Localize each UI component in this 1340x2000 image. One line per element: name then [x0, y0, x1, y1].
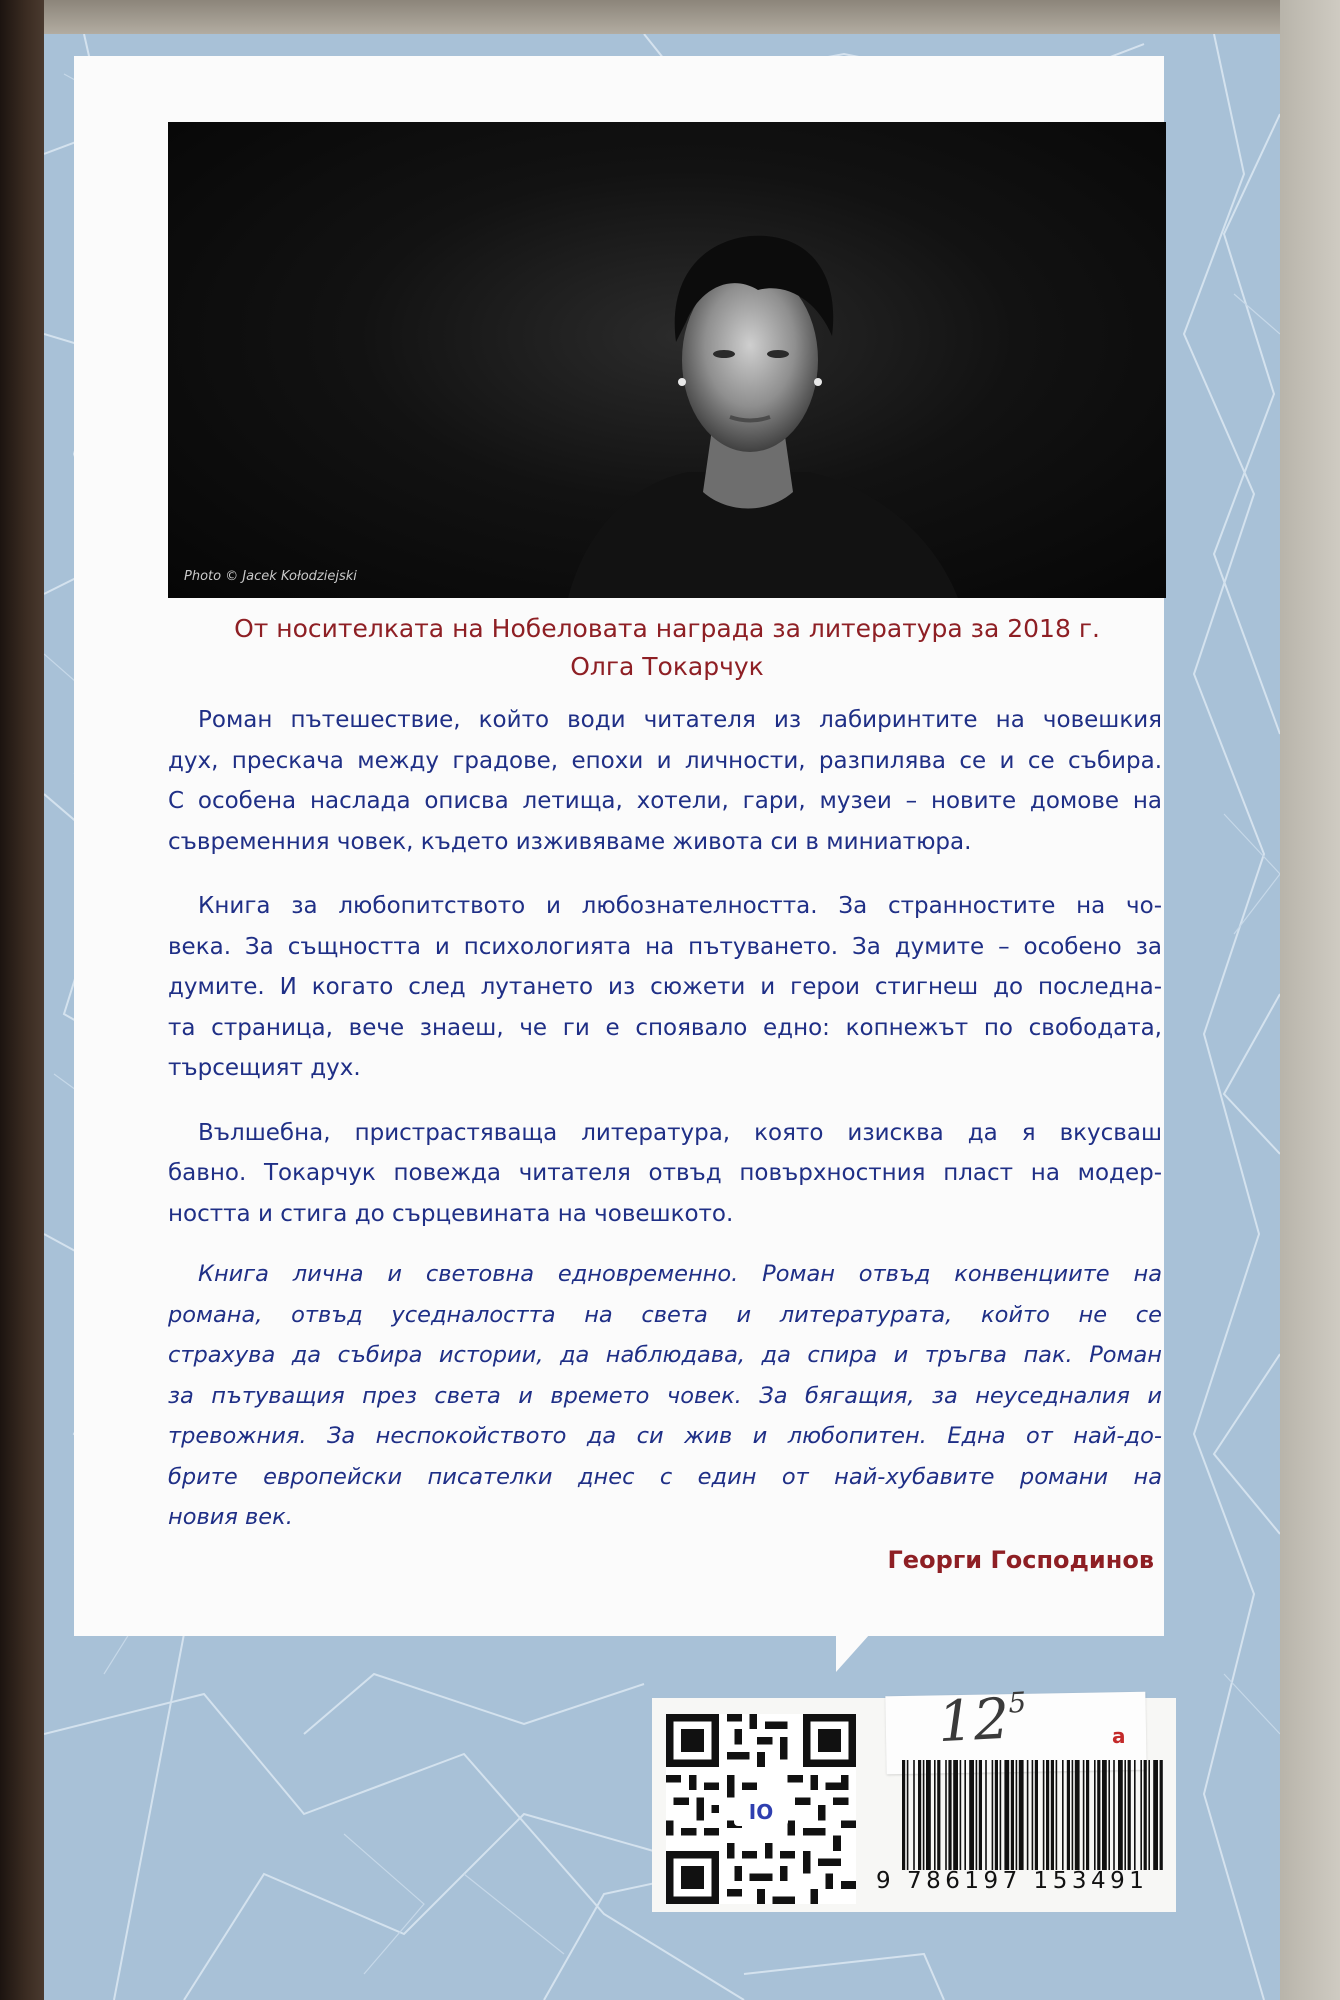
barcode-bar: [1148, 1760, 1150, 1870]
barcode-bar: [1113, 1760, 1115, 1870]
award-line: От носителката на Нобеловата награда за литература за 2018 г.: [234, 614, 1100, 643]
barcode-bar: [1102, 1760, 1107, 1870]
barcode-bar: [1108, 1760, 1110, 1870]
publisher-logo-icon: IO: [734, 1798, 788, 1826]
barcode-bar: [1086, 1760, 1089, 1870]
quote-line: тревожния. За неспокойството да си жив и любопитен. Една от най-до-: [168, 1423, 1162, 1449]
barcode-bar: [1067, 1760, 1070, 1870]
text-line: ността и стига до сърцевината на човешкото.: [168, 1200, 734, 1227]
barcode-bar: [948, 1760, 951, 1870]
quote-line: за пътуващия през света и времето човек. За бягащия, за неуседналия и: [168, 1382, 1162, 1409]
barcode-bar: [1027, 1760, 1029, 1870]
barcode-bar: [1097, 1760, 1100, 1870]
blurb: [168, 700, 1162, 1234]
barcode-bar: [1032, 1760, 1034, 1870]
paragraph: [168, 886, 1162, 1089]
text-line: думите. И когато след лутането из сюжети и герои стигнеш до последна-: [168, 974, 1162, 1000]
barcode-bar: [1075, 1760, 1080, 1870]
award-heading: [168, 610, 1166, 686]
barcode-bar: [995, 1760, 998, 1870]
text-line: та страница, вече знаеш, че ги е споявало едно: копнежът по свободата,: [168, 1014, 1162, 1041]
paragraph: [168, 700, 1162, 862]
barcode-bar: [937, 1760, 940, 1870]
barcode-bar: [923, 1760, 925, 1870]
barcode-bar: [1124, 1760, 1126, 1870]
text-line: Вълшебна, пристрастяваща литература, която изисква да я вкусваш: [198, 1119, 1162, 1146]
barcode-bar: [1062, 1760, 1064, 1870]
barcode-bar: [902, 1760, 905, 1870]
barcode-bar: [926, 1760, 931, 1870]
author-name: Олга Токарчук: [570, 652, 764, 681]
barcode-bar: [1140, 1760, 1142, 1870]
background-surface-top: [0, 0, 1340, 34]
text-line: века. За същността и психологията на пътуването. За думите – особено за: [168, 933, 1162, 960]
barcode-bar: [1134, 1760, 1136, 1870]
quote-line: страхува да събира истории, да наблюдава, да спира и тръгва пак. Роман: [168, 1342, 1162, 1368]
quote-line: новия век.: [168, 1504, 293, 1530]
barcode-bar: [1004, 1760, 1009, 1870]
text-line: съвременния човек, където изживяваме живота си в миниатюра.: [168, 828, 972, 855]
background-wall: [1280, 0, 1340, 2000]
quote-author: Георги Господинов: [887, 1546, 1154, 1574]
barcode-bar: [960, 1760, 962, 1870]
barcode-bar: [913, 1760, 915, 1870]
barcode-bar: [918, 1760, 921, 1870]
text-line: С особена наслада описва летища, хотели, гари, музеи – новите домове на: [168, 788, 1162, 814]
barcode-bar: [1153, 1760, 1158, 1870]
barcode-bar: [985, 1760, 987, 1870]
barcode-bar: [1046, 1760, 1049, 1870]
text-line: Книга за любопитството и любознателността. За странностите на чо-: [198, 893, 1162, 919]
price-main: 12: [936, 1686, 1011, 1756]
barcode-bar: [1035, 1760, 1038, 1870]
speech-bubble-tail: [836, 1634, 870, 1672]
barcode-bar: [992, 1760, 994, 1870]
text-line: търсещият дух.: [168, 1055, 361, 1081]
barcode-bar: [969, 1760, 974, 1870]
barcode-bar: [1056, 1760, 1058, 1870]
text-line: Роман пътешествие, който води читателя из лабиринтите на човешкия: [198, 707, 1162, 733]
text-line: бавно. Токарчук повежда читателя отвъд повърхностния пласт на модер-: [168, 1160, 1162, 1186]
barcode-bar: [1011, 1760, 1014, 1870]
price-superscript: 5: [1007, 1685, 1028, 1720]
quote-line: брите европейски писателки днес с един от най-хубавите романи на: [168, 1463, 1162, 1490]
barcode: [900, 1760, 1168, 1870]
barcode-bar: [945, 1760, 947, 1870]
photo-credit: Photo © Jacek Kołodziejski: [184, 569, 357, 584]
paragraph: [168, 1113, 1162, 1235]
barcode-bar: [976, 1760, 978, 1870]
barcode-bar: [1016, 1760, 1018, 1870]
barcode-bar: [1000, 1760, 1002, 1870]
barcode-bar: [1118, 1760, 1123, 1870]
barcode-bar: [1160, 1760, 1163, 1870]
barcode-bar: [1051, 1760, 1054, 1870]
barcode-bar: [1043, 1760, 1045, 1870]
barcode-bar: [934, 1760, 936, 1870]
quote-line: романа, отвъд уседналостта на света и литературата, който не се: [168, 1301, 1162, 1328]
barcode-bar: [964, 1760, 966, 1870]
text-line: дух, прескача между градове, епохи и личности, разпилява се и се събира.: [168, 747, 1162, 774]
isbn-number: 9 786197 153491: [876, 1868, 1149, 1894]
portrait-illustration: [168, 122, 1166, 598]
barcode-bar: [1144, 1760, 1147, 1870]
price-value: [936, 1686, 1028, 1756]
review-quote: [168, 1254, 1162, 1538]
barcode-bar: [953, 1760, 958, 1870]
barcode-bar: [979, 1760, 982, 1870]
author-photo: [168, 122, 1166, 598]
barcode-bar: [1019, 1760, 1024, 1870]
barcode-bar: [1083, 1760, 1085, 1870]
quote-line: Книга лична и световна едновременно. Роман отвъд конвенциите на: [198, 1261, 1162, 1287]
barcode-bar: [907, 1760, 909, 1870]
barcode-bar: [1072, 1760, 1074, 1870]
barcode-bar: [1128, 1760, 1131, 1870]
background-table-edge: [0, 0, 44, 2000]
barcode-bar: [1094, 1760, 1096, 1870]
publisher-text-fragment: a: [1112, 1724, 1126, 1748]
